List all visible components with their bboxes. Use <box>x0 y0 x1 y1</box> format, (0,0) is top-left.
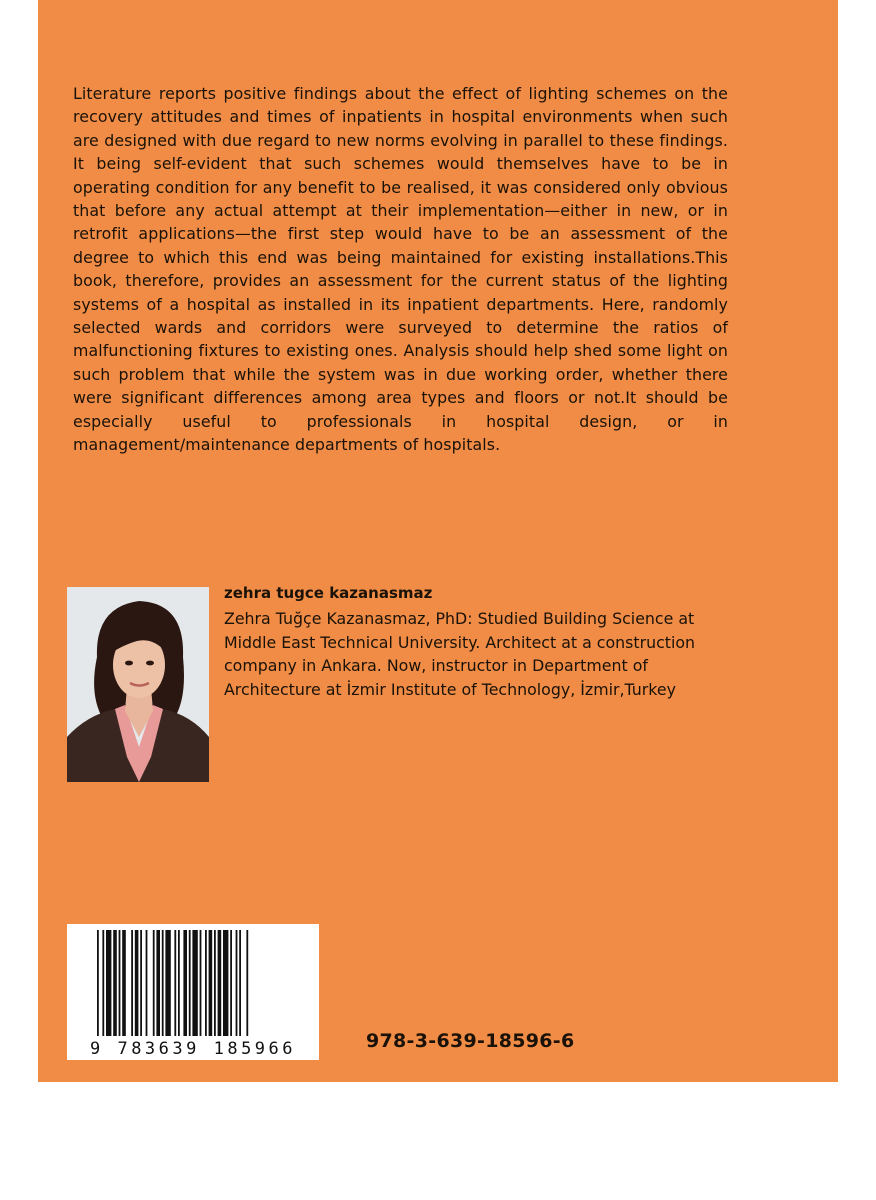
barcode-bar <box>174 930 176 1036</box>
barcode-bar <box>113 930 117 1036</box>
author-name: zehra tugce kazanasmaz <box>224 584 433 602</box>
barcode-bar <box>183 930 187 1036</box>
barcode-bar <box>97 930 99 1036</box>
barcode-bar <box>122 930 126 1036</box>
barcode-bar <box>200 930 202 1036</box>
barcode-bar <box>246 930 248 1036</box>
barcode-bar <box>218 930 222 1036</box>
barcode-bar <box>153 930 155 1036</box>
barcode-digits: 9 783639 185966 <box>89 1039 297 1059</box>
barcode-bar <box>106 930 111 1036</box>
isbn-number: 978-3-639-18596-6 <box>366 1030 575 1052</box>
barcode-bar <box>131 930 133 1036</box>
barcode-bar <box>165 930 170 1036</box>
barcode-bar <box>102 930 104 1036</box>
barcode-bar <box>162 930 164 1036</box>
barcode-bar <box>156 930 160 1036</box>
barcode-bar <box>140 930 142 1036</box>
barcode-bar <box>205 930 207 1036</box>
barcode-bar <box>146 930 148 1036</box>
barcode-bar <box>209 930 213 1036</box>
barcode-bar <box>178 930 180 1036</box>
barcode-bar <box>230 930 232 1036</box>
barcode-bar <box>223 930 228 1036</box>
barcode-bar <box>214 930 216 1036</box>
author-bio: Zehra Tuğçe Kazanasmaz, PhD: Studied Building Science at Middle East Technical University. Architect at a construction company in Ankara. Now, instructor in Department of Architecture at İzmir Institute of Technology, İzmir,Turkey <box>224 609 696 699</box>
barcode-bar <box>239 930 241 1036</box>
author-photo <box>67 587 209 782</box>
barcode-bar <box>236 930 238 1036</box>
barcode-bar <box>192 930 197 1036</box>
barcode-bar <box>119 930 121 1036</box>
isbn-barcode <box>67 924 319 1060</box>
barcode-bar <box>135 930 139 1036</box>
barcode-bar <box>189 930 191 1036</box>
book-description: Literature reports positive findings about the effect of lighting schemes on the recovery attitudes and times of inpatients in hospital environments when such are designed with due regard to new norms evolving in parallel to these findings. It being self-evident that such schemes would themselves have to be in operating condition for any benefit to be realised, it was considered only obvious that before any actual attempt at their implementation—either in new, or in retrofit applications—the first step would have to be an assessment of the degree to which this end was being maintained for existing installations.This book, therefore, provides an assessment for the current status of the lighting systems of a hospital as installed in its inpatient departments. Here, randomly selected wards and corridors were surveyed to determine the ratios of malfunctioning fixtures to existing ones. Analysis should help shed some light on such problem that while the system was in due working order, whether there were significant differences among area types and floors or not.It should be especially useful to professionals in hospital design, or in management/maintenance departments of hospitals. <box>73 84 728 455</box>
